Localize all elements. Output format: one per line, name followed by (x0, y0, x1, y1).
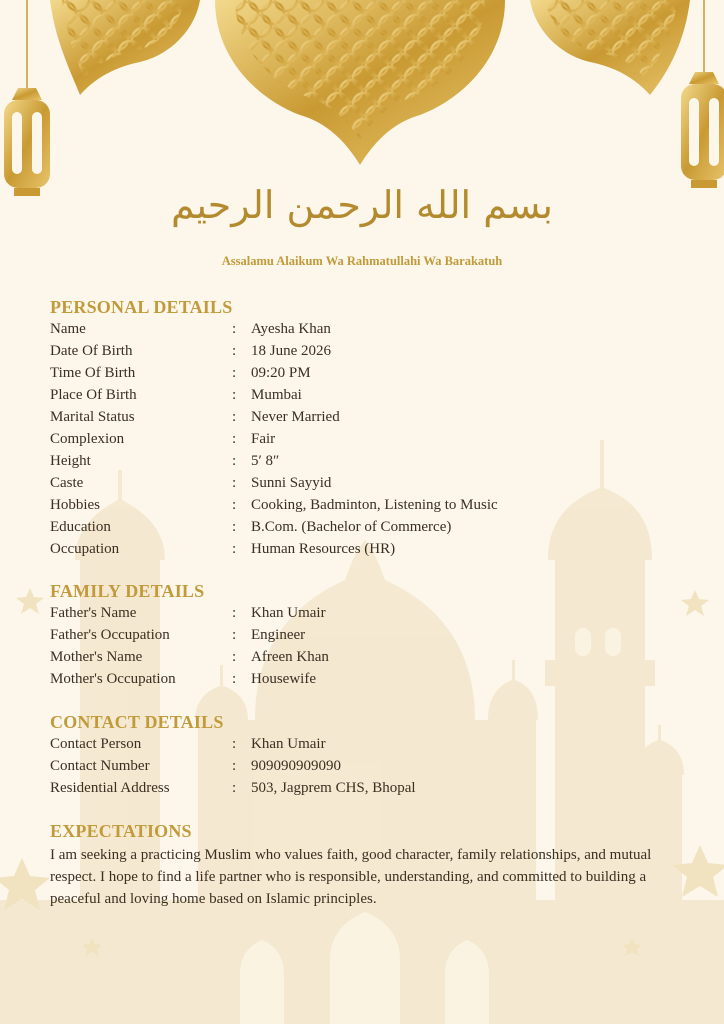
detail-value: Housewife (251, 671, 316, 687)
detail-label: Mother's Occupation (50, 671, 176, 687)
detail-row: Time Of Birth : 09:20 PM (50, 362, 690, 384)
detail-row: Contact Number : 909090909090 (50, 755, 690, 777)
expectations-text: I am seeking a practicing Muslim who values faith, good character, family relationships, and mutual respect. I hope to find a life partner who is responsible, understanding, and committed to building a peaceful and loving home based on Islamic principles. (50, 847, 652, 907)
detail-row: Father's Occupation : Engineer (50, 624, 690, 646)
detail-value: 09:20 PM (251, 365, 311, 381)
detail-value: 909090909090 (251, 758, 341, 774)
detail-value: Afreen Khan (251, 649, 329, 665)
detail-row: Height : 5′ 8″ (50, 450, 690, 472)
detail-row: Date Of Birth : 18 June 2026 (50, 340, 690, 362)
detail-value: Engineer (251, 627, 306, 643)
detail-value: Mumbai (251, 387, 302, 403)
expectations-section (50, 820, 690, 910)
family-details-section (50, 580, 690, 690)
detail-label: Hobbies (50, 497, 100, 513)
detail-value: 503, Jagprem CHS, Bhopal (251, 780, 416, 796)
detail-label: Marital Status (50, 409, 135, 425)
detail-row: Mother's Occupation : Housewife (50, 668, 690, 690)
detail-row: Father's Name : Khan Umair (50, 602, 690, 624)
lantern-icon (4, 0, 50, 196)
detail-label: Father's Name (50, 605, 137, 621)
arch-ornament (50, 0, 690, 165)
detail-label: Contact Person (50, 736, 142, 752)
detail-label: Contact Number (50, 758, 150, 774)
section-title: EXPECTATIONS (50, 821, 192, 841)
detail-value: Ayesha Khan (251, 321, 331, 337)
detail-row: Name : Ayesha Khan (50, 318, 690, 340)
detail-value: Khan Umair (251, 736, 326, 752)
detail-value: Human Resources (HR) (251, 541, 396, 557)
detail-row: Occupation : Human Resources (HR) (50, 538, 690, 560)
detail-label: Occupation (50, 541, 120, 557)
detail-label: Date Of Birth (50, 343, 133, 359)
detail-row: Residential Address : 503, Jagprem CHS, Bhopal (50, 777, 690, 799)
detail-label: Height (50, 453, 91, 469)
detail-row: Hobbies : Cooking, Badminton, Listening to Music (50, 494, 690, 516)
detail-value: Fair (251, 431, 276, 447)
detail-row: Contact Person : Khan Umair (50, 733, 690, 755)
detail-value: Never Married (251, 409, 340, 425)
detail-label: Caste (50, 475, 84, 491)
section-title: PERSONAL DETAILS (50, 297, 233, 317)
section-title: FAMILY DETAILS (50, 581, 205, 601)
detail-row: Education : B.Com. (Bachelor of Commerce) (50, 516, 690, 538)
detail-value: Khan Umair (251, 605, 326, 621)
detail-label: Name (50, 321, 86, 337)
detail-label: Place Of Birth (50, 387, 137, 403)
detail-label: Father's Occupation (50, 627, 170, 643)
detail-value: Cooking, Badminton, Listening to Music (251, 497, 498, 513)
detail-label: Time Of Birth (50, 365, 136, 381)
detail-row: Mother's Name : Afreen Khan (50, 646, 690, 668)
lantern-icon (681, 0, 724, 188)
detail-value: 18 June 2026 (251, 343, 331, 359)
detail-row: Complexion : Fair (50, 428, 690, 450)
greeting-text: Assalamu Alaikum Wa Rahmatullahi Wa Barakatuh (221, 254, 503, 268)
star-icon (16, 588, 44, 614)
detail-row: Place Of Birth : Mumbai (50, 384, 690, 406)
detail-label: Complexion (50, 431, 125, 447)
bismillah-calligraphy: بسم الله الرحمن الرحيم (171, 183, 553, 227)
detail-label: Mother's Name (50, 649, 143, 665)
detail-label: Education (50, 519, 111, 535)
detail-value: B.Com. (Bachelor of Commerce) (251, 519, 452, 535)
detail-row: Caste : Sunni Sayyid (50, 472, 690, 494)
detail-row: Marital Status : Never Married (50, 406, 690, 428)
contact-details-section (50, 711, 690, 799)
personal-details-section (50, 296, 690, 560)
section-title: CONTACT DETAILS (50, 712, 224, 732)
detail-value: 5′ 8″ (251, 453, 280, 469)
detail-label: Residential Address (50, 780, 170, 796)
detail-value: Sunni Sayyid (251, 475, 332, 491)
